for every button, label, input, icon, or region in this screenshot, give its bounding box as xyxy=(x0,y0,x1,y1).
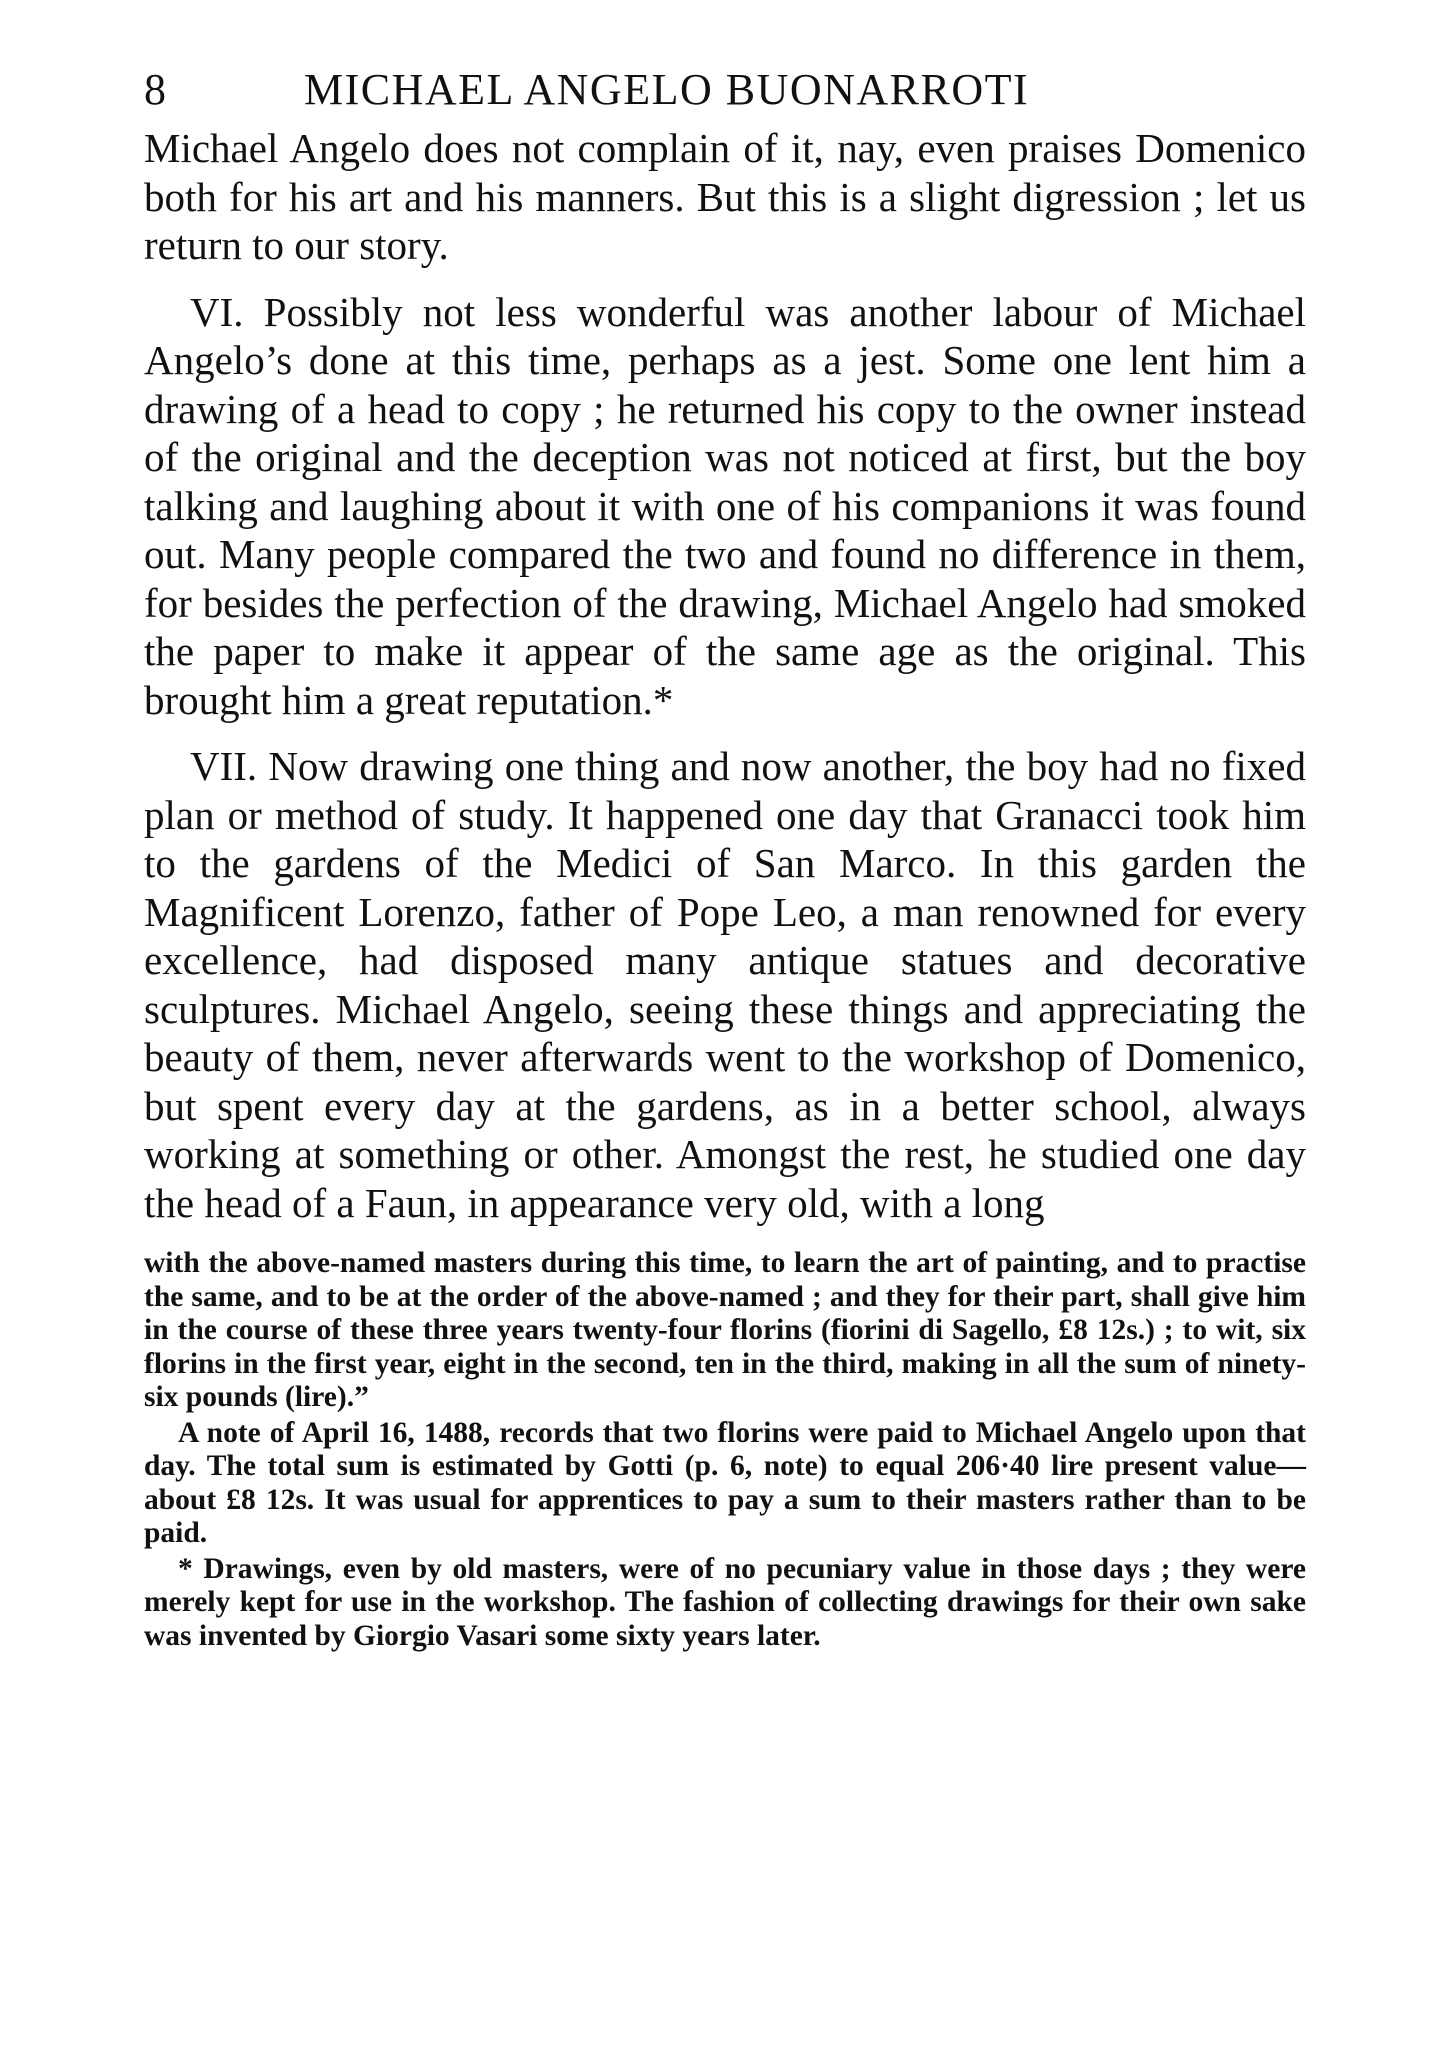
footnote-continuation: with the above-named masters during this time, to learn the art of painting, and to practise the same, and to be at the order of the above-named ; and they for their part, shall give him in the course of these three years twenty-four florins (fiorini di Sagello, £8 12s.) ; to wit, six florins in the first year, eight in the second, ten in the third, making in all the sum of ninety-six pounds (lire).” xyxy=(144,1247,1306,1413)
paragraph-vii: VII. Now drawing one thing and now another, the boy had no fixed plan or method of study. It happened one day that Granacci took him to the gardens of the Medici of San Marco. In this garden the Magnificent Lorenzo, father of Pope Leo, a man renowned for every excellence, had disposed many antique statues and decorative sculptures. Michael Angelo, seeing these things and appreciating the beauty of them, never afterwards went to the workshop of Domenico, but spent every day at the gardens, as in a better school, always working at something or other. Amongst the rest, he studied one day the head of a Faun, in appearance very old, with a long xyxy=(144,743,1306,1226)
footnote-drawings: * Drawings, even by old masters, were of no pecuniary value in those days ; they were merely kept for use in the workshop. The fashion of collecting drawings for their own sake was invented by Giorgio Vasari some sixty years later. xyxy=(144,1552,1306,1652)
running-title: MICHAEL ANGELO BUONARROTI xyxy=(304,65,1030,114)
paragraph-vi: VI. Possibly not less wonderful was another labour of Michael Angelo’s done at this time, perhaps as a jest. Some one lent him a drawing of a head to copy ; he returned his copy to the owner instead of the original and the deception was not noticed at first, but the boy talking and laughing about it with one of his companions it was found out. Many people compared the two and found no difference in them, for besides the perfection of the drawing, Michael Angelo had smoked the paper to make it appear of the same age as the original. This brought him a great reputation.* xyxy=(144,288,1306,723)
page-number: 8 xyxy=(144,65,167,114)
page-header xyxy=(144,58,1306,122)
footnote-april-note: A note of April 16, 1488, records that two florins were paid to Michael Angelo upon that day. The total sum is estimated by Gotti (p. 6, note) to equal 206·40 lire present value—about £8 12s. It was usual for apprentices to pay a sum to their masters rather than to be paid. xyxy=(144,1416,1306,1549)
book-page xyxy=(144,58,1306,1653)
footnotes xyxy=(144,1247,1306,1653)
continued-paragraph: Michael Angelo does not complain of it, nay, even praises Domenico both for his art and his manners. But this is a slight digression ; let us return to our story. xyxy=(144,125,1306,268)
